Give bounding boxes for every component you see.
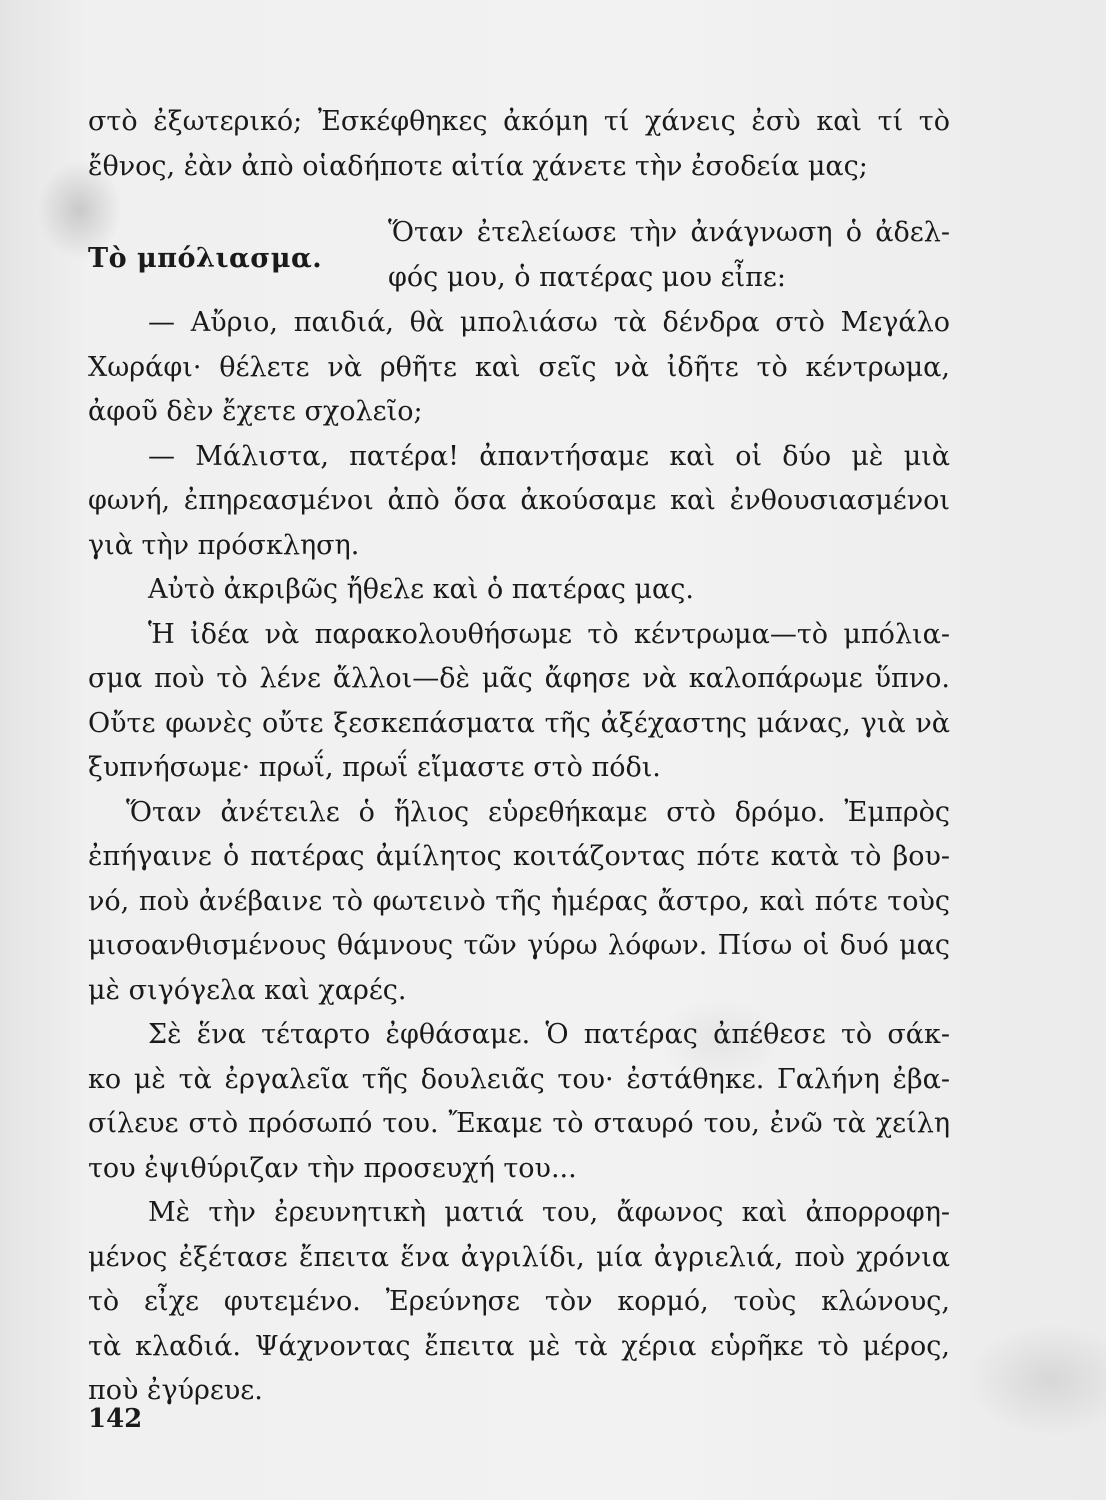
paragraph bbox=[88, 1013, 950, 1191]
text-line: σίλευε στὸ πρόσωπό του. Ἔκαμε τὸ σταυρό του, ἐνῶ τὰ χείλη bbox=[88, 1108, 950, 1139]
text-line: γιὰ τὴν πρόσκληση. bbox=[88, 529, 360, 561]
paragraphs bbox=[88, 301, 950, 1414]
text-line: φωνή, ἐπηρεασμένοι ἀπὸ ὅσα ἀκούσαμε καὶ ἐνθουσιασμένοι bbox=[88, 485, 950, 516]
page-body-text bbox=[88, 100, 950, 1414]
section-heading: Τὸ μπόλιασμα. bbox=[88, 243, 323, 274]
text-line: ξυπνήσωμε· πρωΐ, πρωΐ εἴμαστε στὸ πόδι. bbox=[88, 752, 661, 783]
text-line: νό, ποὺ ἀνέβαινε τὸ φωτεινὸ τῆς ἡμέρας ἄστρο, καὶ πότε τοὺς bbox=[88, 885, 950, 917]
text-line: ἀφοῦ δὲν ἔχετε σχολεῖο; bbox=[88, 396, 423, 427]
paragraph bbox=[88, 791, 950, 1014]
text-line: φός μου, ὁ πατέρας μου εἶπε: bbox=[388, 261, 786, 293]
text-line: Ὅταν ἀνέτειλε ὁ ἥλιος εὑρεθήκαμε στὸ δρόμο. Ἐμπρὸς bbox=[126, 796, 950, 828]
text-line: τὸ εἶχε φυτεμένο. Ἐρεύνησε τὸν κορμό, τοὺς κλώνους, bbox=[88, 1286, 950, 1317]
text-line: Ἡ ἰδέα νὰ παρακολουθήσωμε τὸ κέντρωμα—τὸ μπόλια- bbox=[148, 618, 950, 650]
text-line: μὲ σιγόγελα καὶ χαρές. bbox=[88, 974, 407, 1006]
paragraph bbox=[88, 1191, 950, 1414]
text-line: του ἐψιθύριζαν τὴν προσευχή του... bbox=[88, 1152, 577, 1184]
text-line: Αὐτὸ ἀκριβῶς ἤθελε καὶ ὁ πατέρας μας. bbox=[148, 574, 694, 605]
text-line: — Μάλιστα, πατέρα! ἀπαντήσαμε καὶ οἱ δύο μὲ μιὰ bbox=[148, 440, 950, 472]
text-line: Οὔτε φωνὲς οὔτε ξεσκεπάσματα τῆς ἀξέχαστης μάνας, γιὰ νὰ bbox=[88, 707, 950, 739]
text-line: Ὅταν ἐτελείωσε τὴν ἀνάγνωση ὁ ἀδελ- bbox=[388, 217, 950, 248]
text-line: ποὺ ἐγύρευε. bbox=[88, 1375, 263, 1406]
section-heading-row bbox=[88, 211, 950, 301]
text-line: μισοανθισμένους θάμνους τῶν γύρω λόφων. Πίσω οἱ δυό μας bbox=[88, 930, 950, 961]
paragraph bbox=[88, 568, 950, 613]
text-line: ἐπήγαινε ὁ πατέρας ἀμίλητος κοιτάζοντας πότε κατὰ τὸ βου- bbox=[88, 841, 950, 872]
text-line: μένος ἐξέτασε ἔπειτα ἕνα ἀγριλίδι, μία ἀγριελιά, ποὺ χρόνια bbox=[88, 1241, 950, 1273]
text-line: στὸ ἐξωτερικό; Ἐσκέφθηκες ἀκόμη τί χάνεις ἐσὺ καὶ τί τὸ bbox=[88, 106, 950, 137]
text-line: σμα ποὺ τὸ λένε ἄλλοι—δὲ μᾶς ἄφησε νὰ καλοπάρωμε ὕπνο. bbox=[88, 663, 950, 694]
text-line: Σὲ ἕνα τέταρτο ἐφθάσαμε. Ὁ πατέρας ἀπέθεσε τὸ σάκ- bbox=[148, 1019, 950, 1050]
text-line: κο μὲ τὰ ἐργαλεῖα τῆς δουλειᾶς του· ἐστάθηκε. Γαλήνη ἐβα- bbox=[88, 1063, 950, 1095]
text-line: ἔθνος, ἐὰν ἀπὸ οἱαδήποτε αἰτία χάνετε τὴν ἐσοδεία μας; bbox=[88, 150, 868, 182]
heading-side-text bbox=[388, 211, 950, 300]
text-line: Μὲ τὴν ἐρευνητικὴ ματιά του, ἄφωνος καὶ ἀπορροφη- bbox=[148, 1197, 950, 1228]
paragraph bbox=[88, 435, 950, 569]
paragraph bbox=[88, 613, 950, 791]
text-line: — Αὔριο, παιδιά, θὰ μπολιάσω τὰ δένδρα στὸ Μεγάλο bbox=[148, 307, 950, 338]
page-number: 142 bbox=[88, 1404, 143, 1434]
text-line: Χωράφι· θέλετε νὰ ρθῆτε καὶ σεῖς νὰ ἰδῆτε τὸ κέντρωμα, bbox=[88, 351, 950, 383]
paragraph bbox=[88, 301, 950, 435]
text-line: τὰ κλαδιά. Ψάχνοντας ἔπειτα μὲ τὰ χέρια εὑρῆκε τὸ μέρος, bbox=[88, 1330, 950, 1362]
